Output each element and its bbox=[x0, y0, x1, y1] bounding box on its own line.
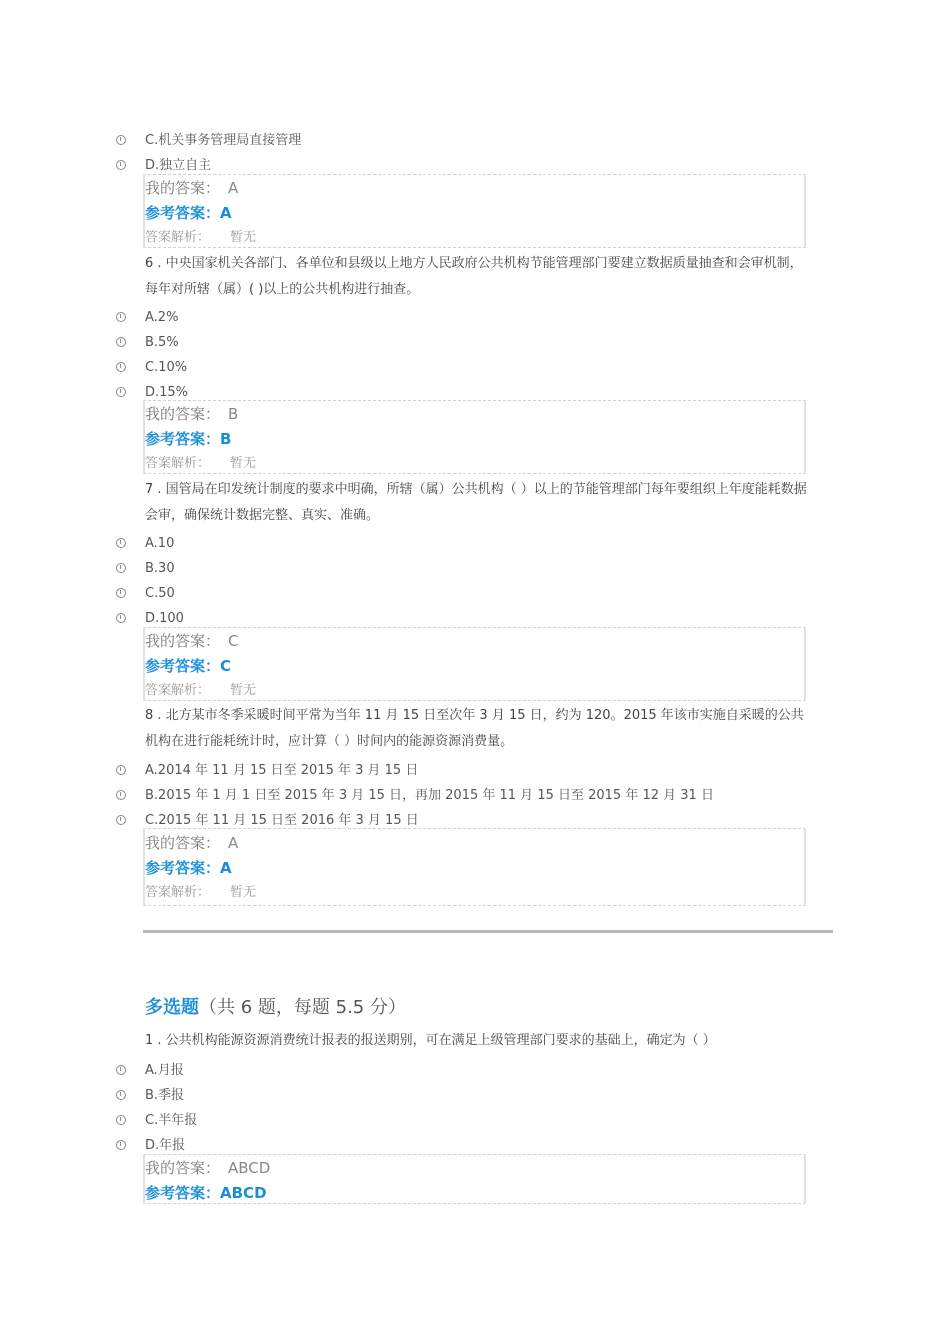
question-text: 7 . 国管局在印发统计制度的要求中明确，所辖（属）公共机构（ ）以上的节能管理部门每年要组织上年度能耗数据会审，确保统计数据完整、真实、准确。 bbox=[145, 482, 807, 523]
option-c[interactable]: C.2015 年 11 月 15 日至 2016 年 3 月 15 日 bbox=[145, 813, 419, 828]
reference-answer: 参考答案：C bbox=[145, 657, 232, 675]
my-answer: 我的答案： ABCD bbox=[145, 1159, 271, 1177]
answer-analysis: 答案解析： 暂无 bbox=[145, 456, 257, 471]
question-text: 6 . 中央国家机关各部门、各单位和县级以上地方人民政府公共机构节能管理部门要建立数据质量抽查和会审机制，每年对所辖（属）( )以上的公共机构进行抽查。 bbox=[145, 256, 803, 297]
radio-icon[interactable] bbox=[116, 387, 126, 397]
question-text: 1 . 公共机构能源资源消费统计报表的报送期别，可在满足上级管理部门要求的基础上，确定为（ ） bbox=[145, 1033, 716, 1048]
section-divider bbox=[143, 930, 833, 933]
answer-analysis: 答案解析： 暂无 bbox=[145, 683, 257, 698]
option-c[interactable]: C.10% bbox=[145, 360, 188, 375]
radio-icon[interactable] bbox=[116, 362, 126, 372]
reference-answer: 参考答案：A bbox=[145, 859, 232, 877]
radio-icon[interactable] bbox=[116, 160, 126, 170]
reference-answer: 参考答案：A bbox=[145, 204, 232, 222]
option-b[interactable]: B.季报 bbox=[145, 1088, 185, 1103]
answer-analysis: 答案解析： 暂无 bbox=[145, 230, 257, 245]
radio-icon[interactable] bbox=[116, 1065, 126, 1075]
option-d[interactable]: D.100 bbox=[145, 611, 184, 626]
option-a[interactable]: A.2014 年 11 月 15 日至 2015 年 3 月 15 日 bbox=[145, 763, 419, 778]
option-a[interactable]: A.月报 bbox=[145, 1063, 184, 1078]
my-answer: 我的答案： B bbox=[145, 405, 239, 423]
my-answer: 我的答案： A bbox=[145, 179, 239, 197]
option-c[interactable]: C.机关事务管理局直接管理 bbox=[145, 133, 302, 148]
radio-icon[interactable] bbox=[116, 588, 126, 598]
radio-icon[interactable] bbox=[116, 563, 126, 573]
radio-icon[interactable] bbox=[116, 1090, 126, 1100]
my-answer: 我的答案： C bbox=[145, 632, 239, 650]
answer-analysis: 答案解析： 暂无 bbox=[145, 885, 257, 900]
radio-icon[interactable] bbox=[116, 538, 126, 548]
option-a[interactable]: A.10 bbox=[145, 536, 175, 551]
my-answer: 我的答案： A bbox=[145, 834, 239, 852]
radio-icon[interactable] bbox=[116, 790, 126, 800]
radio-icon[interactable] bbox=[116, 337, 126, 347]
reference-answer: 参考答案：B bbox=[145, 430, 232, 448]
radio-icon[interactable] bbox=[116, 312, 126, 322]
section-title: 多选题（共 6 题，每题 5.5 分） bbox=[145, 997, 406, 1018]
option-b[interactable]: B.5% bbox=[145, 335, 179, 350]
option-d[interactable]: D.独立自主 bbox=[145, 158, 212, 173]
reference-answer: 参考答案：ABCD bbox=[145, 1184, 267, 1202]
option-d[interactable]: D.15% bbox=[145, 385, 189, 400]
option-b[interactable]: B.2015 年 1 月 1 日至 2015 年 3 月 15 日，再加 2015 年 11 月 15 日至 2015 年 12 月 31 日 bbox=[145, 788, 714, 803]
option-a[interactable]: A.2% bbox=[145, 310, 179, 325]
option-b[interactable]: B.30 bbox=[145, 561, 175, 576]
radio-icon[interactable] bbox=[116, 1115, 126, 1125]
option-d[interactable]: D.年报 bbox=[145, 1138, 186, 1153]
radio-icon[interactable] bbox=[116, 135, 126, 145]
radio-icon[interactable] bbox=[116, 1140, 126, 1150]
radio-icon[interactable] bbox=[116, 815, 126, 825]
radio-icon[interactable] bbox=[116, 613, 126, 623]
question-text: 8 . 北方某市冬季采暖时间平常为当年 11 月 15 日至次年 3 月 15 日，约为 120。2015 年该市实施自采暖的公共机构在进行能耗统计时，应计算（ ）时间内的能源资源消费量。 bbox=[145, 708, 804, 749]
option-c[interactable]: C.50 bbox=[145, 586, 175, 601]
option-c[interactable]: C.半年报 bbox=[145, 1113, 198, 1128]
radio-icon[interactable] bbox=[116, 765, 126, 775]
